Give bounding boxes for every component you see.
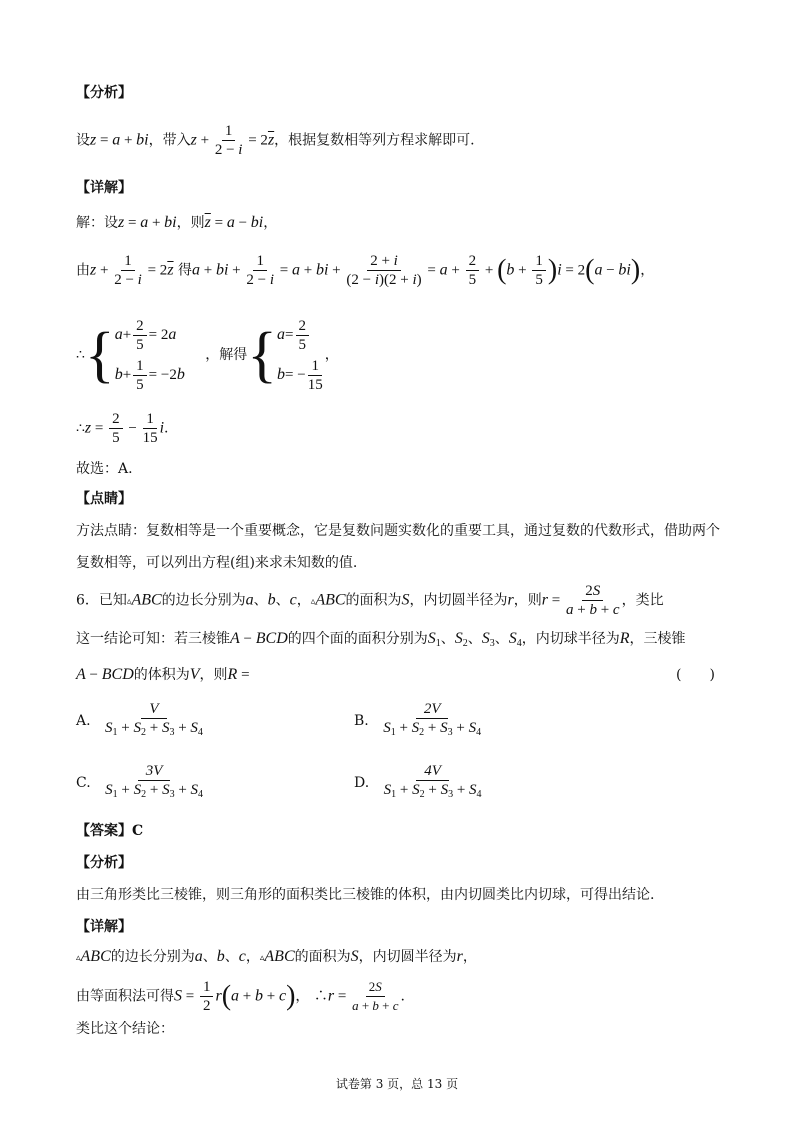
question-6-line-2: 这一结论可知：若三棱锥A − BCD的四个面的面积分别为$S_1$、$S_2$、$S_3$、$S_4$，内切球半径为R，三棱锥 [76,630,686,649]
option-d[interactable]: D. $\frac{4V}{S_1 + S_2 + S_3 + S_4}$ [354,763,482,800]
analysis-heading: 【分析】 [76,85,132,101]
remark-heading: 【点睛】 [76,491,132,507]
q6-detail-line-1: ▵ABC的边长分别为a、b、c，▵ABC的面积为S，内切圆半径为r， [76,948,477,965]
q6-detail-line-3: 类比这个结论： [76,1021,174,1037]
option-a[interactable]: A. $\frac{V}{S_1 + S_2 + S_3 + S_4}$ [76,701,203,738]
option-b[interactable]: B. $\frac{2V}{S_1 + S_2 + S_3 + S_4}$ [354,701,482,738]
answer-text: 【答案】C [76,823,144,839]
answer-paren: ( ) [676,667,715,683]
analysis-text: 设z = a + bi，带入z + $\frac{1}{2 - i}$ = $2\overline{z}$，根据复数相等列方程求解即可. [76,123,475,158]
question-6-line-3: A − BCD的体积为V，则R = [76,666,250,683]
remark-text-2: 复数相等，可以列出方程(组)来求未知数的值. [76,555,358,571]
q6-analysis-heading: 【分析】 [76,855,132,871]
q6-detail-line-2: 由等面积法可得S = $\frac{1}{2}$ r(a + b + c)， ∴r = $\frac{2S}{a + b + c}$ . [76,979,405,1014]
page-footer: 试卷第 3 页，总 13 页 [335,1077,459,1091]
solution-line-2: 由z + $\frac{1}{2 - i}$ = $2\overline{z}$ 得a + bi + $\frac{1}{2 - i}$ = a + bi + $\frac{2 + i}{(2 - i)(2 + i)}$ = a + $\frac{2}{5}$ + (b + $\frac{1}{5}$ )i = 2(a − bi)， [76,253,655,288]
solution-system: ∴{ a + $\frac{2}{5}$ = 2 a b + $\frac{1}{5}$ = −2 b ，解得{ a = $\frac{2}{5}$ b = − $\frac{1}{15}$ ， [76,317,339,393]
choice-text: 故选：A. [76,461,133,477]
question-6-line-1: 6．已知▵ABC的边长分别为a、b、c，▵ABC的面积为S，内切圆半径为r，则r = $\frac{2S}{a + b + c}$ ，类比 [76,583,664,618]
solution-line-1: 解：设z = a + bi，则$\overline{z} = a$ − bi， [76,214,278,231]
solution-result: ∴z = $\frac{2}{5}$ − $\frac{1}{15}$ i. [76,411,169,446]
remark-text-1: 方法点睛：复数相等是一个重要概念，它是复数问题实数化的重要工具，通过复数的代数形式，借助两个 [76,523,720,539]
detail-heading: 【详解】 [76,180,132,196]
q6-detail-heading: 【详解】 [76,919,132,935]
option-c[interactable]: C. $\frac{3V}{S_1 + S_2 + S_3 + S_4}$ [76,763,204,800]
q6-analysis-text: 由三角形类比三棱锥，则三角形的面积类比三棱锥的体积，由内切圆类比内切球，可得出结论. [76,887,655,903]
